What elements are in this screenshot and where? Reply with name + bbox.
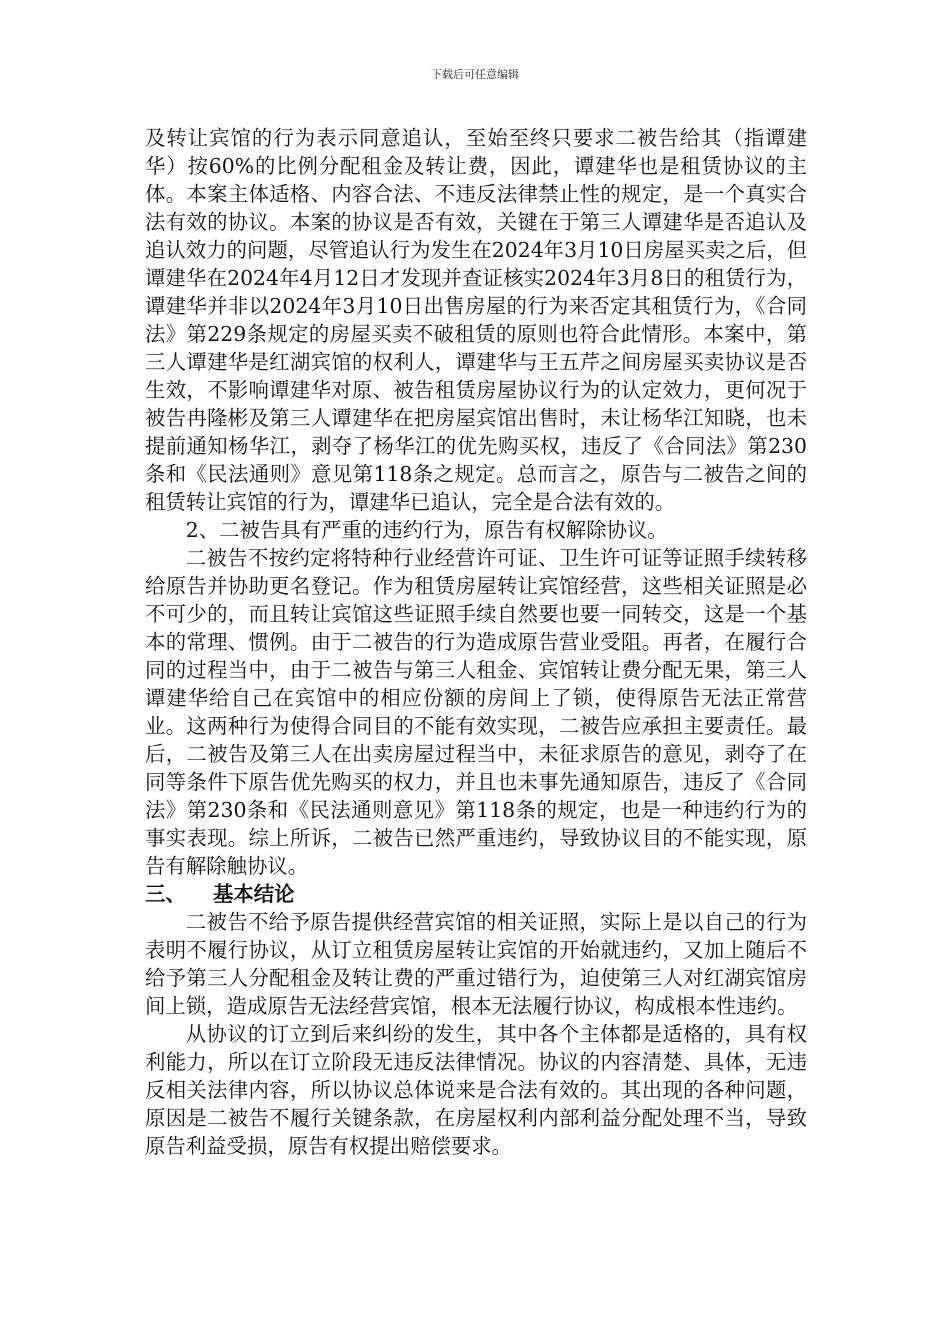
section-heading-text: 基本结论: [213, 882, 295, 906]
paragraph-4: 二被告不给予原告提供经营宾馆的相关证照，实际上是以自己的行为表明不履行协议，从订立租赁房屋转让宾馆的开始就违约，又加上随后不给予第三人分配租金及转让费的严重过错行为，迫使第三人对红湖宾馆房间上锁，造成原告无法经营宾馆，根本无法履行协议，构成根本性违约。: [145, 910, 807, 1018]
paragraph-1: 及转让宾馆的行为表示同意追认，至始至终只要求二被告给其（指谭建华）按60%的比例分配租金及转让费，因此，谭建华也是租赁协议的主体。本案主体适格、内容合法、不违反法律禁止性的规定，是一个真实合法有效的协议。本案的协议是否有效，关键在于第三人谭建华是否追认及追认效力的问题，尽管追认行为发生在2024年3月10日房屋买卖之后，但谭建华在2024年4月12日才发现并查证核实2024年3月8日的租赁行为，谭建华并非以2024年3月10日出售房屋的行为来否定其租赁行为，《合同法》第229条规定的房屋买卖不破租赁的原则也符合此情形。本案中，第三人谭建华是红湖宾馆的权利人，谭建华与王五芹之间房屋买卖协议是否生效，不影响谭建华对原、被告租赁房屋协议行为的认定效力，更何况于被告冉隆彬及第三人谭建华在把房屋宾馆出售时，未让杨华江知晓，也未提前通知杨华江，剥夺了杨华江的优先购买权，违反了《合同法》第230条和《民法通则》意见第118条之规定。总而言之，原告与二被告之间的租赁转让宾馆的行为，谭建华已追认，完全是合法有效的。: [145, 126, 807, 514]
paragraph-2: 2、二被告具有严重的违约行为，原告有权解除协议。: [185, 518, 668, 542]
section-heading-number: 三、: [145, 882, 186, 906]
header-note: 下载后可任意编辑: [431, 68, 519, 81]
paragraph-5: 从协议的订立到后来纠纷的发生，其中各个主体都是适格的，具有权利能力，所以在订立阶段无违反法律情况。协议的内容清楚、具体，无违反相关法律内容，所以协议总体说来是合法有效的。其出现的各种问题，原因是二被告不履行关键条款，在房屋权利内部利益分配处理不当，导致原告利益受损，原告有权提出赔偿要求。: [145, 1022, 807, 1158]
section-heading: [145, 880, 807, 908]
document-body: [145, 124, 807, 1160]
paragraph-3: 二被告不按约定将特种行业经营许可证、卫生许可证等证照手续转移给原告并协助更名登记。作为租赁房屋转让宾馆经营，这些相关证照是必不可少的，而且转让宾馆这些证照手续自然要也要一同转交，这是一个基本的常理、惯例。由于二被告的行为造成原告营业受阻。再者，在履行合同的过程当中，由于二被告与第三人租金、宾馆转让费分配无果，第三人谭建华给自己在宾馆中的相应份额的房间上了锁，使得原告无法正常营业。这两种行为使得合同目的不能有效实现，二被告应承担主要责任。最后，二被告及第三人在出卖房屋过程当中，未征求原告的意见，剥夺了在同等条件下原告优先购买的权力，并且也未事先通知原告，违反了《合同法》第230条和《民法通则意见》第118条的规定，也是一种违约行为的事实表现。综上所诉，二被告已然严重违约，导致协议目的不能实现，原告有解除触协议。: [145, 546, 807, 878]
